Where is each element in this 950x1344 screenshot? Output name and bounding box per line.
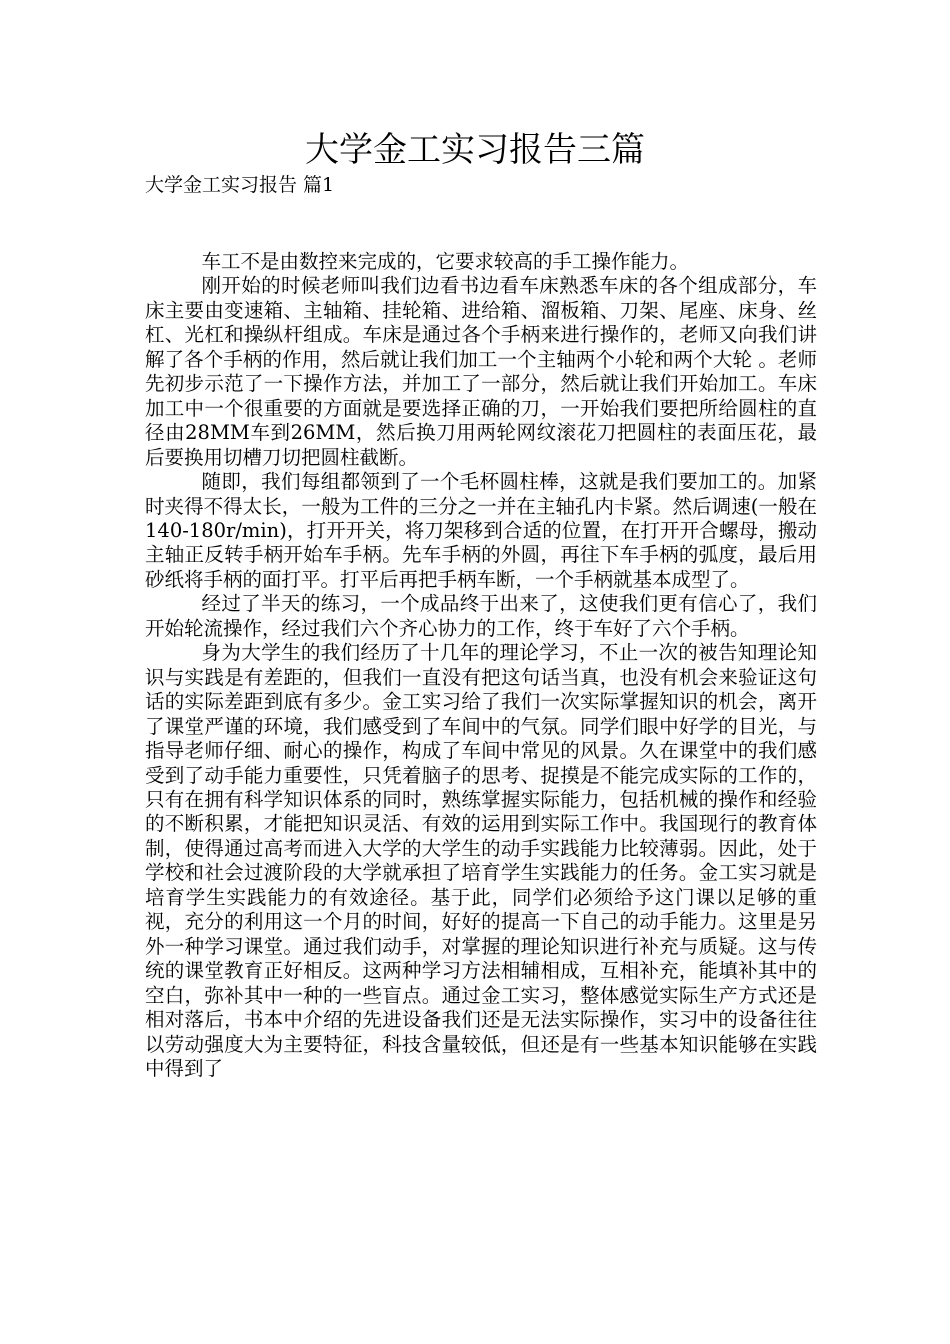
document-title: 大学金工实习报告三篇	[305, 130, 645, 170]
paragraph: 刚开始的时候老师叫我们边看书边看车床熟悉车床的各个组成部分，车床主要由变速箱、主轴箱、挂轮箱、进给箱、溜板箱、刀架、尾座、床身、丝杠、光杠和操纵杆组成。车床是通过各个手柄来进行操作的，老师又向我们讲解了各个手柄的作用，然后就让我们加工一个主轴两个小轮和两个大轮 。老师先初步示范了一下操作方法，并加工了一部分，然后就让我们开始加工。车床加工中一个很重要的方面就是要选择正确的刀，一开始我们要把所给圆柱的直径由28MM车到26MM，然后换刀用两轮网纹滚花刀把圆柱的表面压花，最后要换用切槽刀切把圆柱截断。	[145, 274, 817, 469]
document-body	[145, 250, 817, 1081]
section-heading: 大学金工实习报告 篇1	[145, 174, 335, 196]
paragraph: 经过了半天的练习，一个成品终于出来了，这使我们更有信心了，我们开始轮流操作，经过我们六个齐心协力的工作，终于车好了六个手柄。	[145, 592, 817, 640]
paragraph: 身为大学生的我们经历了十几年的理论学习，不止一次的被告知理论知识与实践是有差距的，但我们一直没有把这句话当真，也没有机会来验证这句话的实际差距到底有多少。金工实习给了我们一次实际掌握知识的机会，离开了课堂严谨的环境，我们感受到了车间中的气氛。同学们眼中好学的目光，与指导老师仔细、耐心的操作，构成了车间中常见的风景。久在课堂中的我们感受到了动手能力重要性，只凭着脑子的思考、捉摸是不能完成实际的工作的，只有在拥有科学知识体系的同时，熟练掌握实际能力，包括机械的操作和经验的不断积累，才能把知识灵活、有效的运用到实际工作中。我国现行的教育体制，使得通过高考而进入大学的大学生的动手实践能力比较薄弱。因此，处于学校和社会过渡阶段的大学就承担了培育学生实践能力的任务。金工实习就是培育学生实践能力的有效途径。基于此，同学们必须给予这门课以足够的重视，充分的利用这一个月的时间，好好的提高一下自己的动手能力。这里是另外一种学习课堂。通过我们动手，对掌握的理论知识进行补充与质疑。这与传统的课堂教育正好相反。这两种学习方法相辅相成，互相补充，能填补其中的空白，弥补其中一种的一些盲点。通过金工实习，整体感觉实际生产方式还是相对落后，书本中介绍的先进设备我们还是无法实际操作，实习中的设备往往以劳动强度大为主要特征，科技含量较低，但还是有一些基本知识能够在实践中得到了	[145, 641, 817, 1080]
paragraph: 随即，我们每组都领到了一个毛杯圆柱棒，这就是我们要加工的。加紧时夹得不得太长，一般为工件的三分之一并在主轴孔内卡紧。然后调速(一般在140-180r/min)，打开开关，将刀架移到合适的位置，在打开开合螺母，搬动主轴正反转手柄开始车手柄。先车手柄的外圆，再往下车手柄的弧度，最后用砂纸将手柄的面打平。打平后再把手柄车断，一个手柄就基本成型了。	[145, 470, 817, 591]
paragraph: 车工不是由数控来完成的，它要求较高的手工操作能力。	[201, 250, 690, 273]
